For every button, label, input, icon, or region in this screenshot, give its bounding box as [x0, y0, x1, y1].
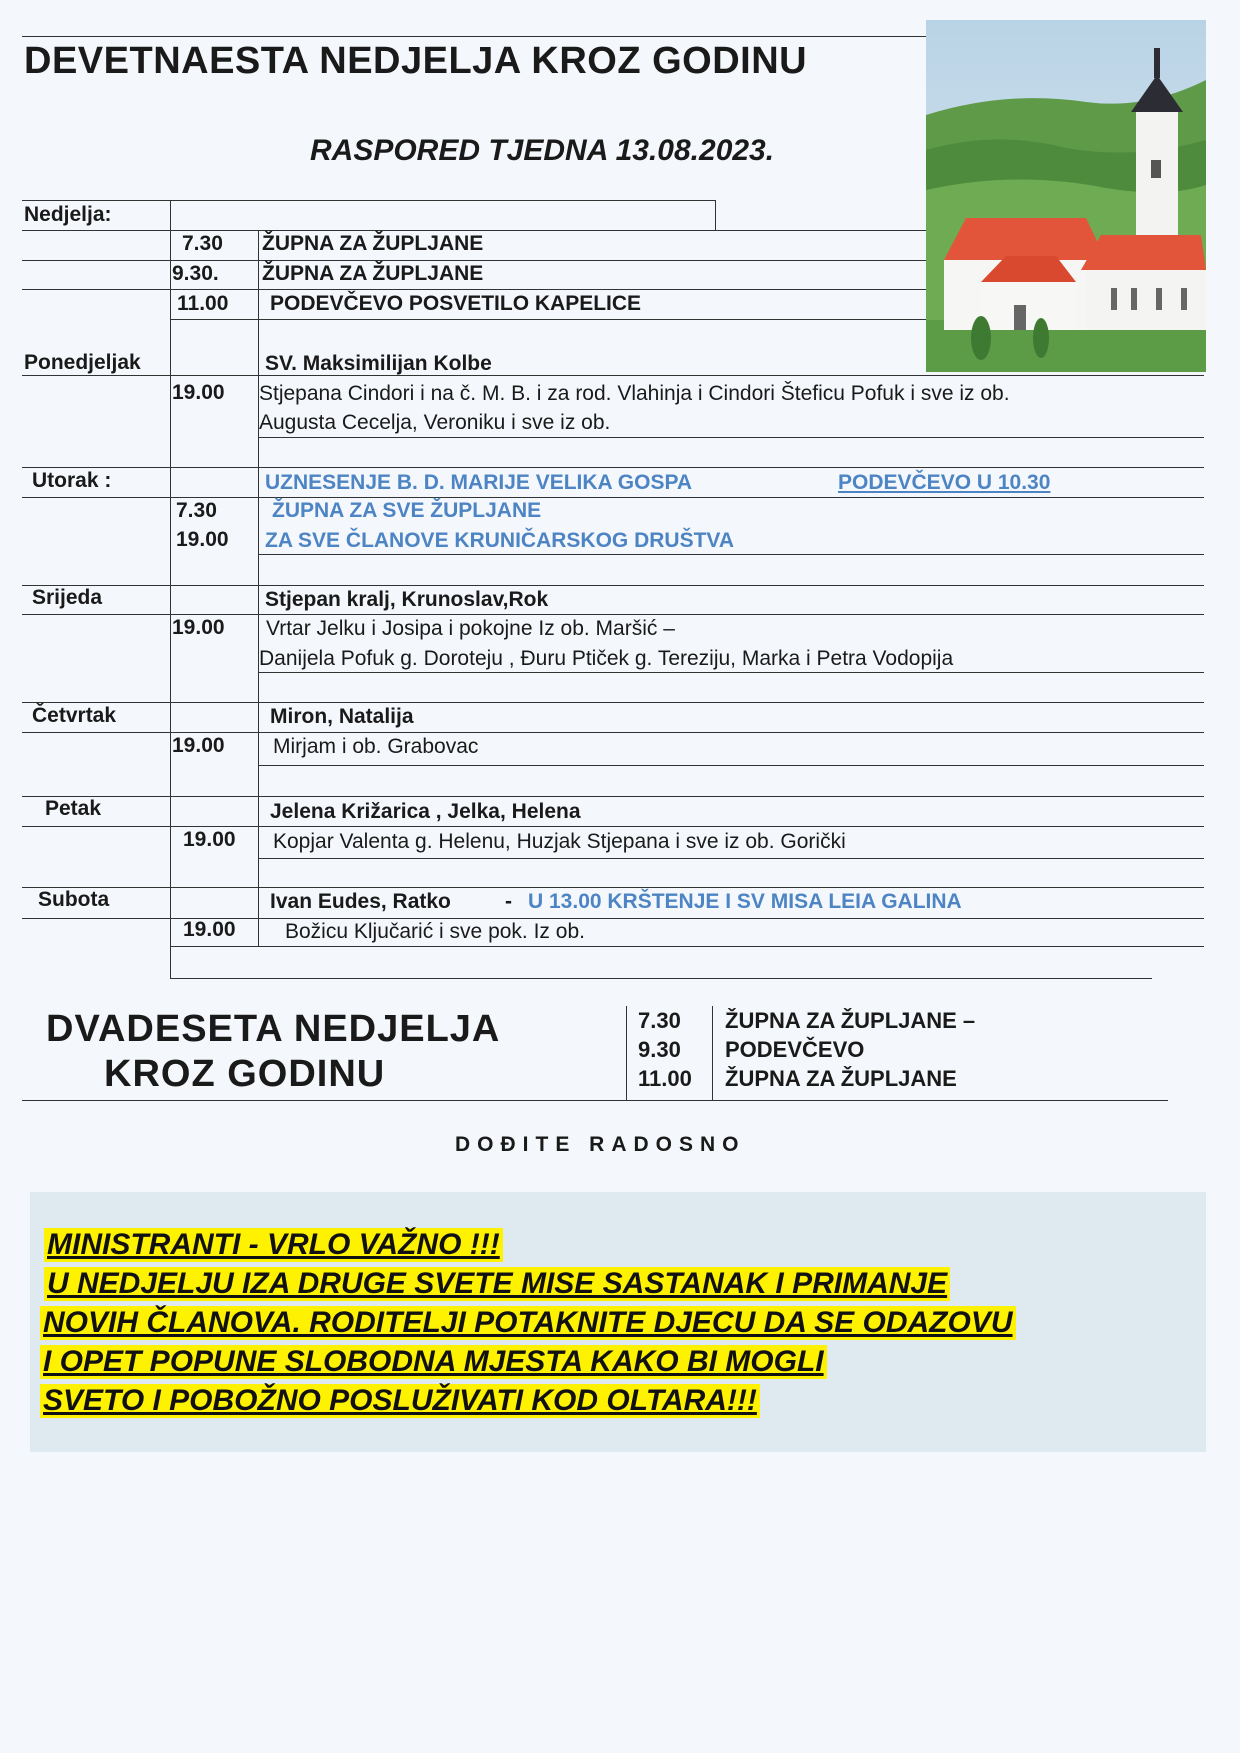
day-label-sunday: Nedjelja:	[24, 203, 112, 226]
table-rule	[22, 260, 926, 261]
mass-time: 7.30	[638, 1008, 681, 1033]
table-rule	[715, 200, 716, 230]
next-sunday-rule	[712, 1006, 713, 1101]
day-label-monday: Ponedjeljak	[24, 351, 141, 374]
notice-line: I OPET POPUNE SLOBODNA MJESTA KAKO BI MOGLI	[40, 1345, 827, 1379]
mass-time: 7.30	[176, 499, 217, 522]
table-rule	[22, 200, 715, 201]
table-rule	[170, 946, 1204, 947]
notice-line: NOVIH ČLANOVA. RODITELJI POTAKNITE DJECU DA SE ODAZOVU	[40, 1306, 1016, 1340]
church-image	[926, 20, 1206, 372]
saint-of-day: Miron, Natalija	[270, 705, 414, 728]
next-sunday-title: KROZ GODINU	[104, 1053, 386, 1095]
day-label-thursday: Četvrtak	[32, 704, 117, 727]
mass-time: 19.00	[176, 528, 229, 551]
mass-intention: Kopjar Valenta g. Helenu, Huzjak Stjepana i sve iz ob. Gorički	[273, 830, 846, 853]
separator-dash: -	[505, 890, 512, 913]
next-sunday-rule	[22, 1100, 1168, 1101]
title-rule	[22, 36, 928, 37]
table-rule	[22, 585, 1204, 586]
table-rule	[258, 437, 1204, 438]
day-label-wednesday: Srijeda	[32, 586, 103, 609]
mass-intention: ŽUPNA ZA ŽUPLJANE	[725, 1066, 957, 1091]
mass-time: 11.00	[177, 292, 229, 315]
mass-intention: Stjepana Cindori i na č. M. B. i za rod. Vlahinja i Cindori Šteficu Pofuk i sve iz ob.	[259, 382, 1010, 405]
table-rule	[258, 672, 1204, 673]
slogan: DOĐITE RADOSNO	[455, 1133, 746, 1156]
table-rule	[22, 497, 1204, 498]
mass-time: 11.00	[638, 1066, 692, 1091]
mass-time: 19.00	[172, 734, 225, 757]
baptism-note: U 13.00 KRŠTENJE I SV MISA LEIA GALINA	[528, 890, 962, 913]
saint-of-day: Stjepan kralj, Krunoslav,Rok	[265, 588, 549, 611]
mass-time: 19.00	[183, 918, 236, 941]
table-rule	[22, 732, 1204, 733]
table-rule	[258, 230, 259, 946]
next-sunday-title: DVADESETA NEDJELJA	[46, 1008, 501, 1050]
feast-note: PODEVČEVO U 10.30	[838, 471, 1051, 494]
mass-intention: Vrtar Jelku i Josipa i pokojne Iz ob. Maršić –	[266, 617, 675, 640]
mass-time: 19.00	[183, 828, 236, 851]
table-rule	[22, 375, 1204, 376]
table-rule	[22, 614, 1204, 615]
day-label-saturday: Subota	[38, 888, 110, 911]
saint-of-day: SV. Maksimilijan Kolbe	[265, 352, 492, 375]
table-rule	[170, 319, 926, 320]
page-title: DEVETNAESTA NEDJELJA KROZ GODINU	[24, 40, 808, 82]
schedule-subtitle: RASPORED TJEDNA 13.08.2023.	[310, 134, 775, 167]
table-rule	[258, 765, 1204, 766]
mass-intention: ZA SVE ČLANOVE KRUNIČARSKOG DRUŠTVA	[265, 529, 735, 552]
table-rule	[22, 796, 1204, 797]
table-rule	[170, 978, 1152, 979]
saint-of-day: Ivan Eudes, Ratko	[270, 890, 451, 913]
table-rule	[22, 230, 926, 231]
table-rule	[22, 289, 926, 290]
mass-intention: Augusta Cecelja, Veroniku i sve iz ob.	[259, 411, 611, 434]
mass-time: 19.00	[172, 381, 225, 404]
next-sunday-rule	[626, 1006, 627, 1101]
mass-intention: PODEVČEVO	[725, 1037, 865, 1062]
notice-line: U NEDJELJU IZA DRUGE SVETE MISE SASTANAK I PRIMANJE	[44, 1267, 950, 1301]
mass-intention: Mirjam i ob. Grabovac	[273, 735, 479, 758]
mass-intention: Božicu Ključarić i sve pok. Iz ob.	[285, 920, 585, 943]
feast-title: UZNESENJE B. D. MARIJE VELIKA GOSPA	[265, 471, 693, 494]
mass-intention: PODEVČEVO POSVETILO KAPELICE	[270, 292, 642, 315]
table-rule	[22, 826, 1204, 827]
table-rule	[258, 858, 1204, 859]
mass-intention: Danijela Pofuk g. Doroteju , Đuru Ptiček g. Tereziju, Marka i Petra Vodopija	[259, 647, 954, 670]
day-label-friday: Petak	[45, 797, 102, 820]
mass-intention: ŽUPNA ZA ŽUPLJANE	[262, 262, 484, 285]
table-rule	[22, 702, 1204, 703]
mass-time: 7.30	[182, 232, 223, 255]
mass-intention: ŽUPNA ZA ŽUPLJANE –	[725, 1008, 976, 1033]
notice-line: MINISTRANTI - VRLO VAŽNO !!!	[44, 1228, 503, 1262]
table-rule	[258, 554, 1204, 555]
table-rule	[22, 467, 1204, 468]
mass-intention: ŽUPNA ZA ŽUPLJANE	[262, 232, 484, 255]
mass-intention: ŽUPNA ZA SVE ŽUPLJANE	[272, 499, 542, 522]
mass-time: 9.30.	[172, 262, 219, 285]
table-rule	[170, 200, 171, 978]
day-label-tuesday: Utorak :	[32, 469, 112, 492]
mass-time: 9.30	[638, 1037, 681, 1062]
notice-line: SVETO I POBOŽNO POSLUŽIVATI KOD OLTARA!!!	[40, 1384, 760, 1418]
mass-time: 19.00	[172, 616, 225, 639]
table-rule	[22, 887, 1204, 888]
saint-of-day: Jelena Križarica , Jelka, Helena	[270, 800, 581, 823]
